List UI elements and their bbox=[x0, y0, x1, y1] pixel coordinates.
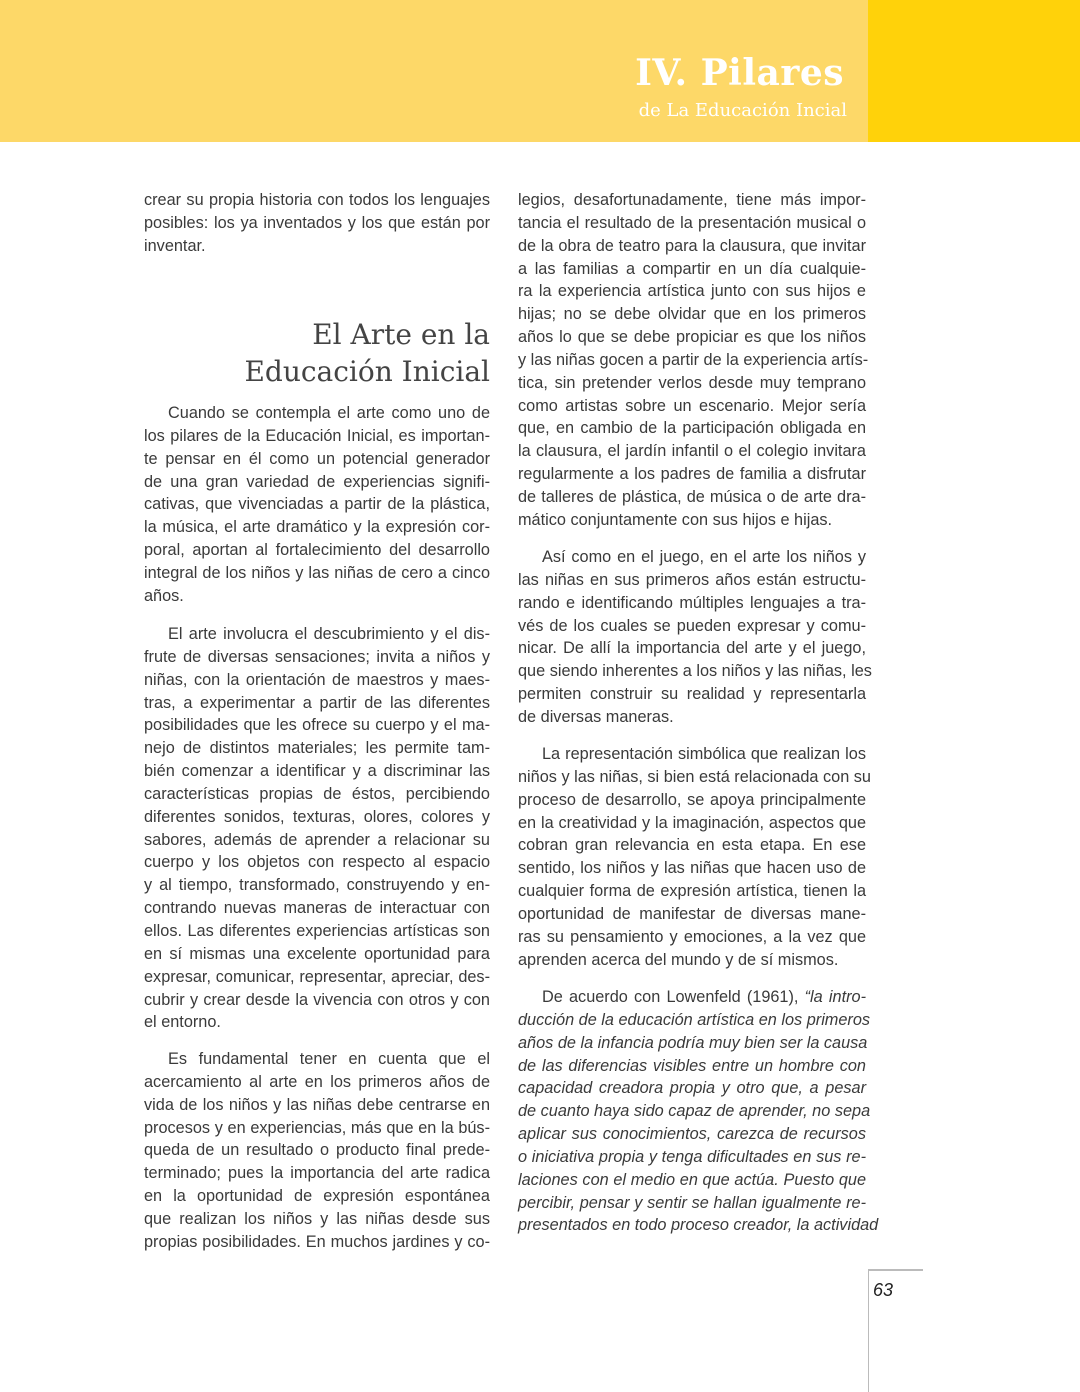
text-line: te pensar en él como un potencial generador bbox=[144, 449, 490, 468]
text-line: sabores, además de aprender a relacionar su bbox=[144, 830, 490, 849]
header-accent-block bbox=[868, 0, 1080, 142]
text-line: años. bbox=[144, 586, 184, 605]
text-line: ducción de la educación artística en los primeros bbox=[518, 1010, 871, 1029]
text-line: nicar. De allí la importancia del arte y el juego, bbox=[518, 639, 866, 658]
text-line: que realizan los niños y las niñas desde sus bbox=[144, 1209, 490, 1228]
text-line: El arte involucra el descubrimiento y el dis- bbox=[168, 625, 490, 643]
text-line: ra la experiencia artística junto con sus hijos e bbox=[518, 282, 866, 301]
chapter-title: IV. Pilares bbox=[635, 52, 844, 94]
text-line: cobran gran relevancia en esta etapa. En ese bbox=[518, 836, 866, 855]
text-line: ras su pensamiento y emociones, a la vez que bbox=[518, 927, 866, 946]
text-line: que, en cambio de la participación obligada en bbox=[518, 419, 866, 438]
text-line: vida de los niños y las niñas debe centrarse en bbox=[144, 1095, 490, 1114]
paragraph bbox=[144, 623, 490, 1034]
text-line: laciones con el medio en que actúa. Puesto que bbox=[518, 1170, 866, 1189]
text-line: Así como en el juego, en el arte los niños y bbox=[542, 548, 866, 566]
text-line: mático conjuntamente con sus hijos e hijas. bbox=[518, 510, 833, 529]
text-line: proceso de desarrollo, se apoya principalmente bbox=[518, 790, 866, 809]
text-line: como artistas sobre un escenario. Mejor sería bbox=[518, 396, 866, 415]
page-number: 63 bbox=[873, 1280, 894, 1300]
text-line: los pilares de la Educación Inicial, es importan- bbox=[144, 426, 490, 445]
page-number-rule bbox=[868, 1269, 923, 1271]
text-line: de diversas maneras. bbox=[518, 707, 674, 726]
section-heading-line: Educación Inicial bbox=[244, 355, 490, 388]
text-line: poral, aportan al fortalecimiento del desarrollo bbox=[144, 541, 490, 560]
left-column bbox=[144, 0, 490, 1392]
text-line: de las diferencias visibles entre un hombre con bbox=[518, 1056, 866, 1075]
paragraph bbox=[518, 189, 869, 532]
text-line: vés de los cuales se pueden expresar y comu- bbox=[518, 616, 866, 635]
text-line: y las niñas gocen a partir de la experiencia artís- bbox=[518, 350, 869, 369]
page-margin-rule bbox=[868, 1270, 869, 1392]
text-line: tras, a experimentar a partir de las diferentes bbox=[144, 693, 490, 712]
text-line: tica, sin pretender verlos desde muy temprano bbox=[518, 373, 866, 392]
text-line: en la oportunidad de expresión espontánea bbox=[144, 1187, 490, 1206]
text-line: la clausura, el jardín infantil o el colegio invitara bbox=[518, 442, 866, 461]
text-line: permiten construir su realidad y representarla bbox=[518, 685, 866, 704]
text-line: posibilidades que les ofrece su cuerpo y el ma- bbox=[144, 716, 490, 735]
text-line: percibir, pensar y sentir se hallan igualmente re- bbox=[518, 1193, 866, 1212]
text-line: oportunidad de manifestar de diversas mane- bbox=[518, 904, 866, 923]
text-line: y al tiempo, transformado, construyendo y en- bbox=[144, 876, 490, 895]
text-line: tancia el resultado de la presentación musical o bbox=[518, 213, 866, 232]
text-line: de cuanto haya sido capaz de aprender, no sepa bbox=[518, 1102, 871, 1121]
text-line: nejo de distintos materiales; les permite tam- bbox=[144, 739, 490, 758]
right-column bbox=[518, 0, 879, 1392]
text-line: crear su propia historia con todos los lenguajes bbox=[144, 191, 490, 209]
text-line: legios, desafortunadamente, tiene más impor- bbox=[518, 191, 866, 209]
section-heading-line: El Arte en la bbox=[312, 318, 490, 351]
text-line: terminado; pues la importancia del arte radica bbox=[144, 1164, 490, 1183]
chapter-subtitle: de La Educación Incial bbox=[638, 100, 847, 121]
text-line: a las familias a compartir en un día cualquie- bbox=[518, 259, 866, 278]
text-line: en sí mismas una excelente oportunidad para bbox=[144, 944, 490, 963]
text-line: rando e identificando múltiples lenguajes a tra- bbox=[518, 593, 866, 612]
paragraph bbox=[144, 189, 490, 258]
text-line: Cuando se contempla el arte como uno de bbox=[168, 404, 490, 422]
text-line: de una gran variedad de experiencias signifi- bbox=[144, 472, 490, 491]
section-heading bbox=[244, 316, 490, 390]
text-line: contrando nuevas maneras de interactuar con bbox=[144, 899, 490, 918]
text-line: el entorno. bbox=[144, 1013, 221, 1032]
text-line: niños y las niñas, si bien está relacionada con su bbox=[518, 767, 871, 786]
text-line: inventar. bbox=[144, 236, 206, 255]
text-line: posibles: los ya inventados y los que están por bbox=[144, 213, 490, 232]
text-line: La representación simbólica que realizan los bbox=[542, 745, 866, 763]
text-run: De acuerdo con Lowenfeld (1961), bbox=[542, 988, 805, 1006]
text-line: las niñas en sus primeros años están estructu- bbox=[518, 570, 866, 589]
text-line: cubrir y crear desde la vivencia con otros y con bbox=[144, 990, 490, 1009]
text-line: integral de los niños y las niñas de cero a cinco bbox=[144, 563, 490, 582]
text-line: que siendo inherentes a los niños y las niñas, les bbox=[518, 662, 872, 681]
text-line: acercamiento al arte en los primeros años de bbox=[144, 1072, 490, 1091]
text-line: sentido, los niños y las niñas que hacen uso de bbox=[518, 859, 866, 878]
text-line: la música, el arte dramático y la expresión cor- bbox=[144, 518, 490, 537]
text-line: o iniciativa propia y tenga dificultades en sus re- bbox=[518, 1147, 866, 1166]
text-line: capacidad creadora propia y otro que, a pesar bbox=[518, 1079, 866, 1098]
text-line: hijas; no se debe olvidar que en los primeros bbox=[518, 305, 866, 324]
text-line: presentados en todo proceso creador, la actividad bbox=[518, 1216, 879, 1235]
text-line: ellos. Las diferentes experiencias artísticas son bbox=[144, 921, 490, 940]
text-line: en la creatividad y la imaginación, aspectos que bbox=[518, 813, 866, 832]
paragraph bbox=[518, 743, 871, 971]
text-line: Es fundamental tener en cuenta que el bbox=[168, 1050, 490, 1068]
text-line: frute de diversas sensaciones; invita a niños y bbox=[144, 647, 490, 666]
text-line: aplicar sus conocimientos, carezca de recursos bbox=[518, 1125, 866, 1144]
text-line: procesos y en experiencias, más que en la bús- bbox=[144, 1118, 490, 1137]
text-line: de talleres de plástica, de música o de arte dra- bbox=[518, 487, 866, 506]
text-line: diferentes sonidos, texturas, olores, colores y bbox=[144, 807, 490, 826]
quote-run: “la intro- bbox=[804, 988, 866, 1006]
text-line: queda de un resultado o producto final prede- bbox=[144, 1141, 490, 1160]
text-line: cativas, que vivenciadas a partir de la plástica, bbox=[144, 495, 490, 514]
paragraph bbox=[518, 986, 879, 1237]
text-line: expresar, comunicar, representar, apreciar, des- bbox=[144, 967, 490, 986]
text-line: características propias de éstos, percibiendo bbox=[144, 784, 490, 803]
text-line: de la obra de teatro para la clausura, que invitar bbox=[518, 236, 866, 255]
text-line: años de la infancia podría muy bien ser la causa bbox=[518, 1033, 868, 1052]
text-line: niñas, con la orientación de maestros y maes- bbox=[144, 670, 490, 689]
text-line: bién comenzar a identificar y a discriminar las bbox=[144, 762, 490, 781]
text-line: propias posibilidades. En muchos jardines y co- bbox=[144, 1232, 490, 1251]
text-line bbox=[518, 986, 866, 1009]
text-line: cuerpo y los objetos con respecto al espacio bbox=[144, 853, 490, 872]
text-line: años lo que se debe propiciar es que los niños bbox=[518, 328, 866, 347]
paragraph bbox=[144, 402, 490, 608]
text-line: regularmente a los padres de familia a disfrutar bbox=[518, 465, 866, 484]
text-line: aprenden acerca del mundo y de sí mismos. bbox=[518, 950, 839, 969]
paragraph bbox=[518, 546, 872, 729]
text-line: cualquier forma de expresión artística, tienen la bbox=[518, 882, 866, 901]
paragraph bbox=[144, 1048, 490, 1254]
